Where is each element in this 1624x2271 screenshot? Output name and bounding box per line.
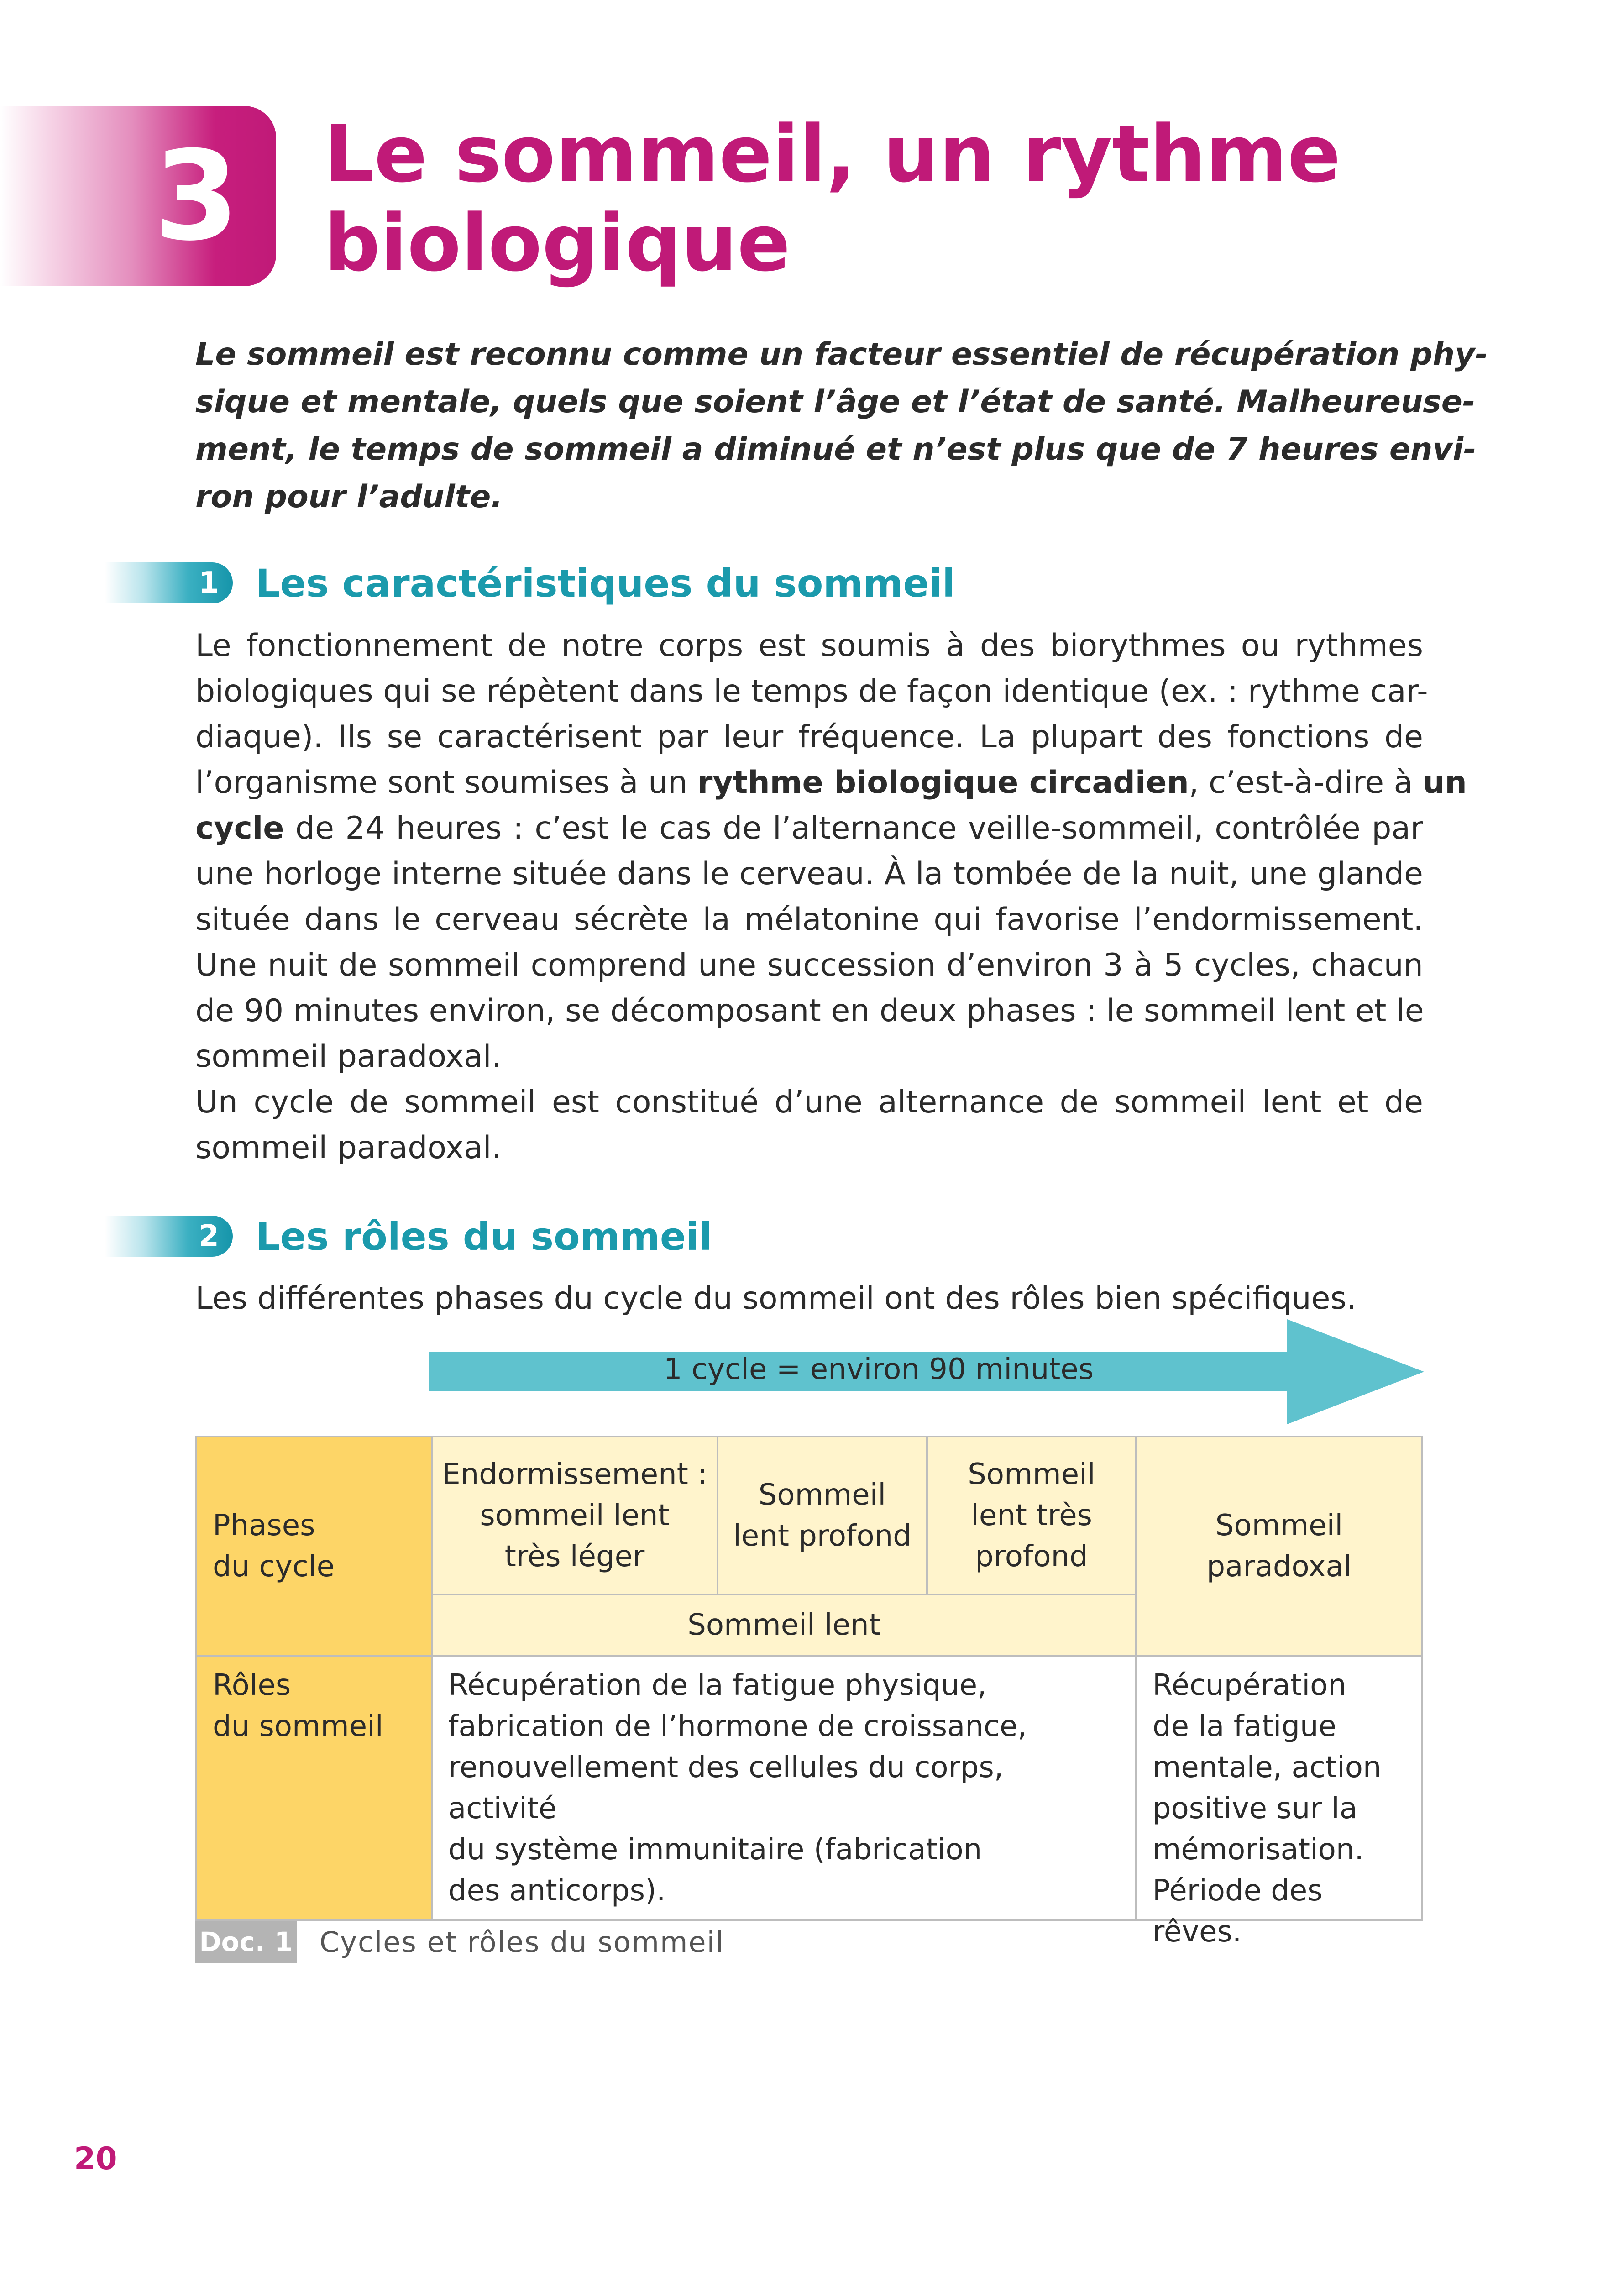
intro-line: Le sommeil est reconnu comme un facteur essentiel de récupération phy- bbox=[195, 336, 1488, 372]
roles-line: du système immunitaire (fabrication bbox=[448, 1833, 982, 1867]
row-header-line: du sommeil bbox=[213, 1710, 383, 1743]
roles-line: fabrication de l’hormone de croissance, bbox=[448, 1710, 1027, 1743]
body-line: une horloge interne située dans le cerveau. À la tombée de la nuit, une glande bbox=[195, 856, 1423, 892]
highlight-un-cycle: un bbox=[1422, 765, 1467, 801]
section-2-number: 2 bbox=[199, 1219, 219, 1253]
intro-line: sique et mentale, quels que soient l’âge et l’état de santé. Malheureuse- bbox=[195, 384, 1476, 420]
body-line: sommeil paradoxal. bbox=[195, 1130, 502, 1166]
roles-line: de la fatigue bbox=[1153, 1710, 1336, 1743]
section-2-title: Les rôles du sommeil bbox=[256, 1214, 712, 1259]
phase-line: sommeil lent bbox=[480, 1499, 670, 1532]
intro-paragraph bbox=[195, 331, 1488, 521]
phase-line: paradoxal bbox=[1206, 1550, 1352, 1584]
body-line: biologiques qui se répètent dans le temps de façon identique (ex. : rythme car- bbox=[195, 673, 1428, 709]
body-line bbox=[195, 806, 1423, 851]
body-text: l’organisme sont soumises à un bbox=[195, 765, 697, 801]
roles-line: Récupération de la fatigue physique, bbox=[448, 1668, 987, 1702]
highlight-circadien: rythme biologique circadien bbox=[697, 765, 1189, 801]
phase-endormissement bbox=[431, 1436, 718, 1595]
row-header-line: du cycle bbox=[213, 1550, 335, 1584]
phase-line: Endormissement : bbox=[442, 1458, 707, 1491]
phase-line: lent profond bbox=[733, 1519, 912, 1553]
body-line: Une nuit de sommeil comprend une succession d’environ 3 à 5 cycles, chacun bbox=[195, 947, 1423, 983]
sommeil-lent-label: Sommeil lent bbox=[687, 1608, 880, 1642]
phase-line: Sommeil bbox=[758, 1478, 886, 1512]
phase-sommeil-lent-tres-profond bbox=[926, 1436, 1137, 1595]
body-text: , c’est-à-dire à bbox=[1189, 765, 1423, 801]
roles-line: des anticorps). bbox=[448, 1874, 666, 1908]
body-line: de 90 minutes environ, se décomposant en deux phases : le sommeil lent et le bbox=[195, 993, 1424, 1029]
roles-line: Période des rêves. bbox=[1153, 1874, 1323, 1949]
chapter-title bbox=[324, 110, 1465, 288]
body-line bbox=[195, 760, 1467, 806]
page-number: 20 bbox=[74, 2141, 117, 2177]
roles-sommeil-lent bbox=[431, 1655, 1137, 1921]
row-header-line: Rôles bbox=[213, 1668, 291, 1702]
body-line: Les différentes phases du cycle du sommeil ont des rôles bien spécifiques. bbox=[195, 1280, 1357, 1316]
body-line: Le fonctionnement de notre corps est soumis à des biorythmes ou rythmes bbox=[195, 628, 1423, 664]
roles-line: positive sur la bbox=[1153, 1792, 1357, 1825]
phase-sommeil-paradoxal bbox=[1135, 1436, 1423, 1657]
cycle-duration-label: 1 cycle = environ 90 minutes bbox=[663, 1353, 1094, 1386]
body-line: située dans le cerveau sécrète la mélatonine qui favorise l’endormissement. bbox=[195, 902, 1423, 938]
body-line: Un cycle de sommeil est constitué d’une alternance de sommeil lent et de bbox=[195, 1084, 1423, 1120]
intro-line: ron pour l’adulte. bbox=[195, 479, 503, 515]
phase-line: Sommeil bbox=[1215, 1509, 1343, 1542]
section-1-body bbox=[195, 623, 1467, 1171]
body-line: sommeil paradoxal. bbox=[195, 1038, 502, 1075]
roles-line: mémorisation. bbox=[1153, 1833, 1364, 1867]
roles-sommeil-paradoxal bbox=[1135, 1655, 1423, 1949]
body-line: diaque). Ils se caractérisent par leur fréquence. La plupart des fonctions de bbox=[195, 719, 1423, 755]
phase-line: profond bbox=[975, 1540, 1088, 1573]
roles-line: Récupération bbox=[1153, 1668, 1346, 1702]
doc-label: Doc. 1 bbox=[195, 1921, 297, 1963]
doc-caption: Cycles et rôles du sommeil bbox=[320, 1925, 725, 1959]
roles-line: renouvellement des cellules du corps, activité bbox=[448, 1751, 1004, 1825]
chapter-title-line: biologique bbox=[324, 197, 791, 289]
section-1-title: Les caractéristiques du sommeil bbox=[256, 561, 956, 606]
highlight-un-cycle: cycle bbox=[195, 810, 284, 846]
chapter-title-line: Le sommeil, un rythme bbox=[324, 108, 1341, 200]
row-header-roles bbox=[195, 1655, 433, 1921]
phase-line: Sommeil bbox=[968, 1458, 1095, 1491]
intro-line: ment, le temps de sommeil a diminué et n’est plus que de 7 heures envi- bbox=[195, 431, 1477, 467]
section-1-number: 1 bbox=[199, 566, 219, 600]
phase-line: lent très bbox=[971, 1499, 1092, 1532]
phase-line: très léger bbox=[504, 1540, 645, 1573]
sommeil-lent-span bbox=[431, 1594, 1137, 1657]
row-header-line: Phases bbox=[213, 1509, 315, 1542]
body-text: de 24 heures : c’est le cas de l’alternance veille-sommeil, contrôlée par bbox=[284, 810, 1423, 846]
phase-sommeil-lent-profond bbox=[717, 1436, 928, 1595]
chapter-number: 3 bbox=[153, 124, 239, 268]
row-header-phases bbox=[195, 1436, 433, 1657]
roles-line: mentale, action bbox=[1153, 1751, 1382, 1784]
section-2-text bbox=[195, 1276, 1423, 1322]
